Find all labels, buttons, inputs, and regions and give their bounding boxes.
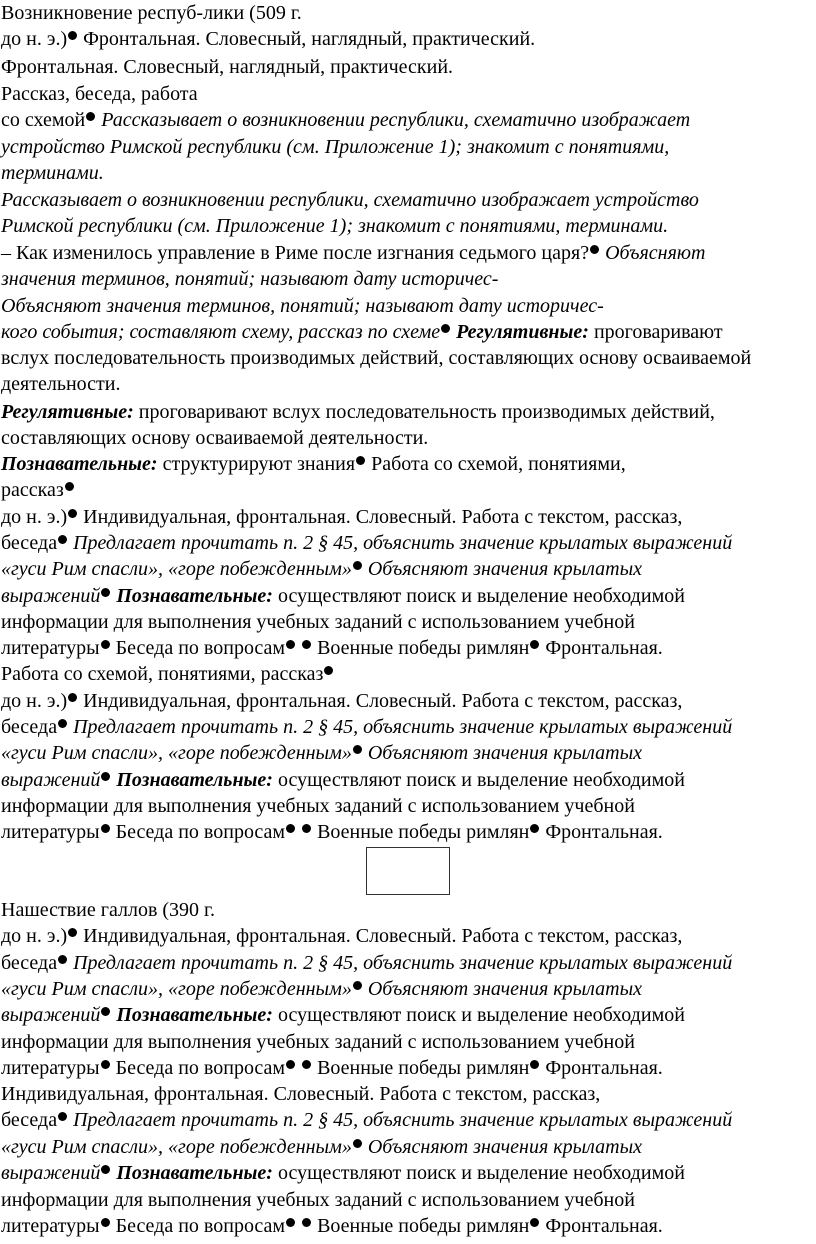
bullet-icon xyxy=(286,1218,295,1227)
bullet-icon xyxy=(302,1218,311,1227)
line-text: осуществляют поиск и выделение необходимой xyxy=(272,585,685,607)
bullet-icon xyxy=(530,640,539,649)
line-text-italic: Объясняют значения крылатых xyxy=(362,558,643,580)
bullet-icon xyxy=(68,31,77,40)
text-line xyxy=(1,662,334,686)
line-text: Возникновение респуб-лики (509 г. xyxy=(1,2,302,24)
line-text: литературы xyxy=(1,1215,100,1237)
text-line xyxy=(1,636,663,660)
line-text: Индивидуальная, фронтальная. Словесный. Работа с текстом, рассказ, xyxy=(78,506,683,528)
bullet-icon xyxy=(530,1060,539,1069)
line-text-italic: терминами. xyxy=(1,162,104,184)
line-text-italic: кого события; составляют схему, рассказ по схеме xyxy=(1,321,441,343)
line-text-italic: устройство Римской республики (см. Приложение 1); знакомит с понятиями, xyxy=(1,136,670,158)
line-text: со схемой xyxy=(1,109,86,131)
line-text: беседа xyxy=(1,952,58,974)
text-line xyxy=(1,1056,663,1080)
text-line xyxy=(1,346,751,370)
line-text: деятельности. xyxy=(1,373,121,395)
line-text: Военные победы римлян xyxy=(312,1215,530,1237)
line-text: Военные победы римлян xyxy=(312,637,530,659)
line-text-italic: Предлагает прочитать п. 2 § 45, объяснить значение крылатых выражений xyxy=(68,952,733,974)
text-line xyxy=(1,135,669,159)
line-text: литературы xyxy=(1,821,100,843)
line-text-bold-italic: Познавательные: xyxy=(111,769,273,791)
line-text: беседа xyxy=(1,532,58,554)
text-line xyxy=(1,951,732,975)
line-text: – Как изменилось управление в Риме после изгнания седьмого царя? xyxy=(1,242,590,264)
bullet-icon xyxy=(353,981,362,990)
text-line xyxy=(1,715,732,739)
text-line xyxy=(1,55,453,79)
text-line xyxy=(1,452,626,476)
line-text: проговаривают вслух последовательность производимых действий, xyxy=(133,401,715,423)
text-line xyxy=(1,372,121,396)
text-line xyxy=(1,1135,642,1159)
bullet-icon xyxy=(530,824,539,833)
line-text: до н. э.) xyxy=(1,925,68,947)
bullet-icon xyxy=(353,1139,362,1148)
line-text-italic: выражений xyxy=(1,1162,101,1184)
line-text: Работа со схемой, понятиями, xyxy=(366,453,626,475)
text-line xyxy=(1,214,668,238)
text-line xyxy=(1,241,705,265)
bullet-icon xyxy=(286,1060,295,1069)
bullet-icon xyxy=(302,824,311,833)
line-text: Индивидуальная, фронтальная. Словесный. Работа с текстом, рассказ, xyxy=(78,690,683,712)
line-text: Военные победы римлян xyxy=(312,1057,530,1079)
line-text: информации для выполнения учебных заданий с использованием учебной xyxy=(1,1189,635,1211)
line-text-italic: Предлагает прочитать п. 2 § 45, объяснить значение крылатых выражений xyxy=(68,532,733,554)
bullet-icon xyxy=(58,535,67,544)
text-line xyxy=(1,478,75,502)
text-line xyxy=(1,505,682,529)
bullet-icon xyxy=(353,561,362,570)
text-line xyxy=(1,768,685,792)
text-line xyxy=(1,1108,732,1132)
bullet-icon xyxy=(101,1060,110,1069)
line-text: структурируют знания xyxy=(157,453,356,475)
line-text: Рассказ, беседа, работа xyxy=(1,83,198,105)
line-text-bold-italic: Познавательные: xyxy=(111,585,273,607)
line-text: Беседа по вопросам xyxy=(110,1215,286,1237)
bullet-icon xyxy=(101,1007,110,1016)
line-text-italic: «гуси Рим спасли», «горе побежденным» xyxy=(1,1136,352,1158)
line-text-italic: Рассказывает о возникновении республики, схематично изображает устройство xyxy=(1,189,699,211)
line-text: Фронтальная. xyxy=(540,637,663,659)
line-text: рассказ xyxy=(1,479,64,501)
bullet-icon xyxy=(356,456,365,465)
bullet-icon xyxy=(58,1112,67,1121)
line-text: осуществляют поиск и выделение необходимой xyxy=(272,1162,685,1184)
bullet-icon xyxy=(86,112,95,121)
bullet-icon xyxy=(65,482,74,491)
text-line xyxy=(1,1214,663,1238)
bullet-icon xyxy=(324,666,333,675)
text-line xyxy=(1,320,723,344)
line-text-italic: Объясняют значения крылатых xyxy=(362,978,643,1000)
line-text-bold-italic: Регулятивные: xyxy=(451,321,589,343)
bullet-icon xyxy=(441,324,450,333)
line-text: до н. э.) xyxy=(1,28,68,50)
text-line xyxy=(1,267,498,291)
bullet-icon xyxy=(68,928,77,937)
text-line xyxy=(1,794,635,818)
bullet-icon xyxy=(286,824,295,833)
bullet-icon xyxy=(101,772,110,781)
bullet-icon xyxy=(101,588,110,597)
text-line xyxy=(1,1,302,25)
text-line xyxy=(1,82,198,106)
line-text: информации для выполнения учебных заданий с использованием учебной xyxy=(1,795,635,817)
text-line xyxy=(1,1003,685,1027)
line-text: Фронтальная. Словесный, наглядный, практический. xyxy=(1,56,454,78)
line-text-italic: Объясняют xyxy=(600,242,706,264)
bullet-icon xyxy=(58,719,67,728)
line-text: проговаривают xyxy=(588,321,723,343)
text-line xyxy=(1,610,635,634)
line-text-italic: Предлагает прочитать п. 2 § 45, объяснить значение крылатых выражений xyxy=(68,716,733,738)
text-line xyxy=(1,1030,635,1054)
line-text-bold-italic: Познавательные: xyxy=(1,453,158,475)
line-text-italic: Объясняют значения крылатых xyxy=(362,742,643,764)
line-text-italic: выражений xyxy=(1,1004,101,1026)
text-line xyxy=(1,188,699,212)
bullet-icon xyxy=(302,1060,311,1069)
bullet-icon xyxy=(286,640,295,649)
line-text: Фронтальная. xyxy=(540,1215,663,1237)
line-text: до н. э.) xyxy=(1,690,68,712)
text-line xyxy=(1,898,215,922)
text-line xyxy=(1,1188,635,1212)
line-text: составляющих основу осваиваемой деятельности. xyxy=(1,427,429,449)
line-text: беседа xyxy=(1,716,58,738)
line-text: беседа xyxy=(1,1109,58,1131)
line-text-italic: Предлагает прочитать п. 2 § 45, объяснить значение крылатых выражений xyxy=(68,1109,733,1131)
line-text-italic: «гуси Рим спасли», «горе побежденным» xyxy=(1,742,352,764)
line-text-bold-italic: Познавательные: xyxy=(111,1162,273,1184)
line-text-italic: значения терминов, понятий; называют дату историчес- xyxy=(1,268,499,290)
text-line xyxy=(1,741,642,765)
line-text: литературы xyxy=(1,637,100,659)
text-line xyxy=(1,400,715,424)
text-line xyxy=(1,531,732,555)
bullet-icon xyxy=(353,745,362,754)
line-text: Военные победы римлян xyxy=(312,821,530,843)
line-text: осуществляют поиск и выделение необходимой xyxy=(272,769,685,791)
text-line xyxy=(1,977,642,1001)
bullet-icon xyxy=(101,640,110,649)
bullet-icon xyxy=(58,955,67,964)
text-line xyxy=(1,584,685,608)
line-text: информации для выполнения учебных заданий с использованием учебной xyxy=(1,1031,635,1053)
line-text-italic: «гуси Рим спасли», «горе побежденным» xyxy=(1,978,352,1000)
text-line xyxy=(1,689,682,713)
line-text: до н. э.) xyxy=(1,506,68,528)
line-text: Беседа по вопросам xyxy=(110,1057,286,1079)
bullet-icon xyxy=(68,693,77,702)
line-text: Беседа по вопросам xyxy=(110,821,286,843)
line-text-italic: Рассказывает о возникновении республики, схематично изображает xyxy=(96,109,691,131)
text-line xyxy=(1,1161,685,1185)
line-text: Работа со схемой, понятиями, рассказ xyxy=(1,663,324,685)
bullet-icon xyxy=(101,824,110,833)
line-text-italic: «гуси Рим спасли», «горе побежденным» xyxy=(1,558,352,580)
text-line xyxy=(1,161,104,185)
line-text: Индивидуальная, фронтальная. Словесный. Работа с текстом, рассказ, xyxy=(78,925,683,947)
line-text: Беседа по вопросам xyxy=(110,637,286,659)
empty-image-frame xyxy=(366,847,450,895)
bullet-icon xyxy=(101,1218,110,1227)
line-text: Индивидуальная, фронтальная. Словесный. Работа с текстом, рассказ, xyxy=(1,1083,601,1105)
line-text: осуществляют поиск и выделение необходимой xyxy=(272,1004,685,1026)
line-text-italic: выражений xyxy=(1,769,101,791)
bullet-icon xyxy=(590,245,599,254)
text-line xyxy=(1,294,604,318)
line-text: информации для выполнения учебных заданий с использованием учебной xyxy=(1,611,635,633)
line-text: Фронтальная. Словесный, наглядный, практический. xyxy=(78,28,536,50)
line-text-bold-italic: Регулятивные: xyxy=(1,401,134,423)
line-text: Фронтальная. xyxy=(540,1057,663,1079)
text-line xyxy=(1,557,642,581)
line-text: вслух последовательность производимых действий, составляющих основу осваиваемой xyxy=(1,347,752,369)
text-line xyxy=(1,426,428,450)
text-line xyxy=(1,924,682,948)
line-text-italic: выражений xyxy=(1,585,101,607)
line-text: литературы xyxy=(1,1057,100,1079)
line-text: Нашествие галлов (390 г. xyxy=(1,899,216,921)
text-line xyxy=(1,820,663,844)
text-line xyxy=(1,1082,600,1106)
line-text-italic: Объясняют значения крылатых xyxy=(362,1136,643,1158)
bullet-icon xyxy=(101,1165,110,1174)
text-line xyxy=(1,108,690,132)
bullet-icon xyxy=(68,509,77,518)
text-line xyxy=(1,27,535,51)
bullet-icon xyxy=(302,640,311,649)
line-text-italic: Объясняют значения терминов, понятий; называют дату историчес- xyxy=(1,295,604,317)
bullet-icon xyxy=(530,1218,539,1227)
line-text-bold-italic: Познавательные: xyxy=(111,1004,273,1026)
line-text-italic: Римской республики (см. Приложение 1); знакомит с понятиями, терминами. xyxy=(1,215,669,237)
line-text: Фронтальная. xyxy=(540,821,663,843)
